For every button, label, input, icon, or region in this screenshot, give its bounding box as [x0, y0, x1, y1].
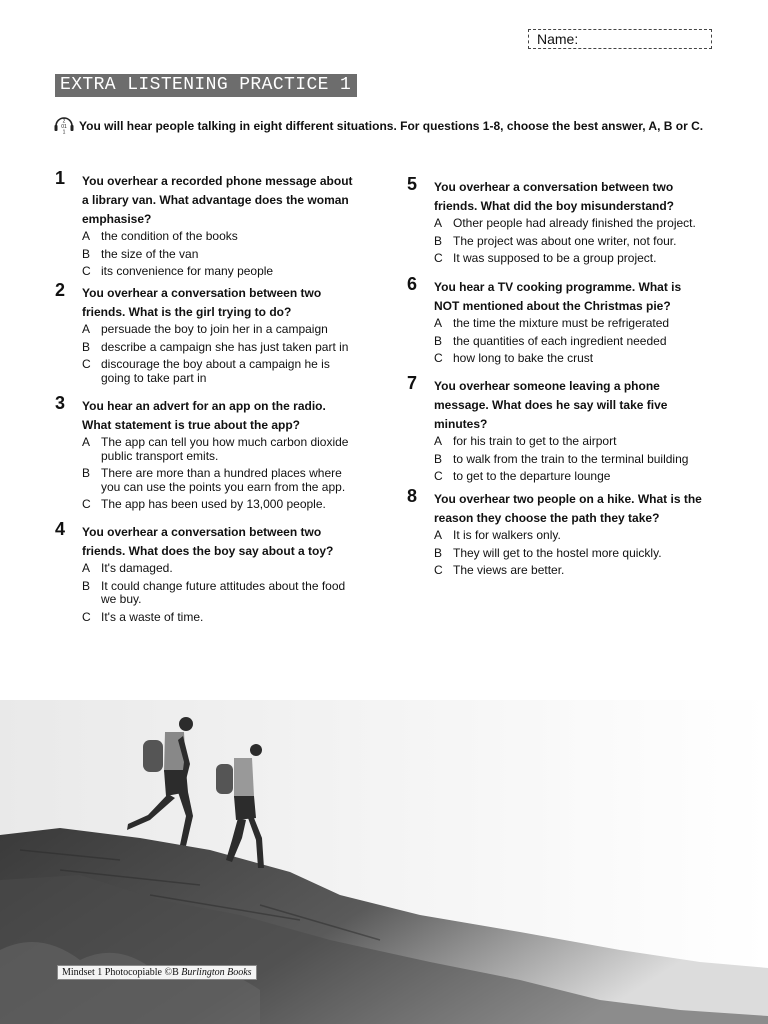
- answer-option[interactable]: [434, 217, 707, 231]
- option-text: The app can tell you how much carbon dioxide public transport emits.: [101, 435, 349, 463]
- instructions: You will hear people talking in eight different situations. For questions 1-8, choose the best answer, A, B or C.: [79, 119, 704, 133]
- option-letter: C: [434, 351, 443, 365]
- option-text: describe a campaign she has just taken part in: [101, 339, 349, 354]
- question-number: 7: [407, 373, 418, 393]
- option-text: discourage the boy about a campaign he is going to take part in: [101, 357, 330, 385]
- option-letter: B: [82, 466, 91, 480]
- answer-option[interactable]: [434, 352, 707, 366]
- option-letter: C: [82, 497, 91, 511]
- answer-option[interactable]: [434, 435, 707, 449]
- option-letter: B: [434, 451, 443, 466]
- question-text: You hear a TV cooking programme. What is NOT mentioned about the Christmas pie?: [434, 280, 682, 313]
- option-text: for his train to get to the airport: [453, 434, 617, 448]
- question-1: [55, 168, 355, 283]
- question-text: You overhear a recorded phone message about a library van. What advantage does the woman emphasise?: [82, 174, 353, 226]
- option-text: The project was about one writer, not four.: [453, 233, 677, 248]
- option-text: It's a waste of time.: [101, 609, 204, 624]
- answer-option[interactable]: [82, 341, 355, 355]
- option-letter: A: [434, 434, 443, 448]
- answer-option[interactable]: [82, 358, 355, 385]
- publisher-logo-mark: B: [172, 967, 179, 978]
- question-text: You overhear a conversation between two friends. What is the girl trying to do?: [82, 286, 322, 319]
- option-letter: C: [82, 264, 91, 278]
- option-text: There are more than a hundred places where you can use the points you earn from the app.: [101, 466, 346, 494]
- option-letter: B: [434, 233, 443, 248]
- option-text: It is for walkers only.: [453, 528, 561, 542]
- answer-option[interactable]: [434, 547, 707, 561]
- question-number: 3: [55, 393, 66, 413]
- option-letter: B: [82, 339, 91, 354]
- publisher-name: Burlington Books: [181, 967, 252, 978]
- answer-option[interactable]: [82, 611, 355, 625]
- question-text: You overhear two people on a hike. What is the reason they choose the path they take?: [434, 492, 702, 525]
- question-7: [407, 373, 707, 488]
- option-text: Other people had already finished the project.: [453, 216, 696, 230]
- question-5: [407, 174, 707, 270]
- answer-option[interactable]: [434, 317, 707, 331]
- answer-option[interactable]: [434, 453, 707, 467]
- option-letter: B: [434, 333, 443, 348]
- option-text: persuade the boy to join her in a campaign: [101, 322, 328, 336]
- question-3: [55, 393, 355, 516]
- svg-text:2: 2: [62, 118, 66, 125]
- option-letter: B: [434, 545, 443, 560]
- question-number: 1: [55, 168, 66, 188]
- question-text: You overhear a conversation between two friends. What did the boy misunderstand?: [434, 180, 675, 213]
- option-letter: A: [434, 316, 443, 330]
- answer-option[interactable]: [434, 252, 707, 266]
- option-letter: B: [82, 578, 91, 593]
- option-text: The views are better.: [453, 563, 565, 577]
- option-text: It's damaged.: [101, 561, 173, 575]
- answer-option[interactable]: [82, 562, 355, 576]
- question-4: [55, 519, 355, 628]
- question-number: 5: [407, 174, 418, 194]
- option-letter: C: [434, 469, 443, 483]
- question-number: 8: [407, 486, 418, 506]
- name-field[interactable]: [528, 29, 712, 49]
- answer-option[interactable]: [434, 235, 707, 249]
- option-letter: A: [82, 322, 91, 336]
- option-text: its convenience for many people: [101, 264, 274, 278]
- answer-option[interactable]: [82, 248, 355, 262]
- question-text: You overhear someone leaving a phone message. What does he say will take five minutes?: [434, 379, 668, 431]
- footer-credit: [57, 965, 257, 980]
- option-letter: C: [434, 251, 443, 265]
- question-number: 6: [407, 274, 418, 294]
- option-letter: B: [82, 246, 91, 261]
- option-text: to get to the departure lounge: [453, 469, 611, 483]
- answer-option[interactable]: [434, 564, 707, 578]
- option-letter: A: [82, 561, 91, 575]
- question-number: 2: [55, 280, 66, 300]
- answer-option[interactable]: [82, 436, 355, 463]
- option-letter: C: [82, 357, 91, 371]
- question-2: [55, 280, 355, 389]
- svg-text:1: 1: [62, 129, 66, 135]
- question-6: [407, 274, 707, 370]
- option-letter: A: [434, 528, 443, 542]
- page-title: EXTRA LISTENING PRACTICE 1: [55, 74, 357, 97]
- option-letter: A: [434, 216, 443, 230]
- option-text: the quantities of each ingredient needed: [453, 333, 667, 348]
- option-letter: C: [82, 609, 91, 624]
- option-text: how long to bake the crust: [453, 351, 594, 365]
- option-text: It could change future attitudes about the food we buy.: [101, 578, 346, 606]
- option-text: It was supposed to be a group project.: [453, 251, 657, 265]
- option-letter: C: [434, 563, 443, 577]
- answer-option[interactable]: [82, 467, 355, 494]
- footer-text: Mindset 1 Photocopiable ©: [62, 967, 173, 978]
- option-text: the time the mixture must be refrigerated: [453, 316, 670, 330]
- option-text: The app has been used by 13,000 people.: [101, 497, 326, 511]
- option-text: the size of the van: [101, 246, 199, 261]
- answer-option[interactable]: [434, 470, 707, 484]
- answer-option[interactable]: [82, 230, 355, 244]
- option-text: the condition of the books: [101, 229, 238, 243]
- name-label: Name:: [537, 31, 579, 47]
- question-text: You overhear a conversation between two friends. What does the boy say about a toy?: [82, 525, 334, 558]
- answer-option[interactable]: [434, 335, 707, 349]
- answer-option[interactable]: [82, 323, 355, 337]
- option-text: They will get to the hostel more quickly.: [453, 545, 662, 560]
- question-text: You hear an advert for an app on the radio. What statement is true about the app?: [82, 399, 326, 432]
- answer-option[interactable]: [82, 498, 355, 512]
- option-text: to walk from the train to the terminal building: [453, 451, 689, 466]
- answer-option[interactable]: [434, 529, 707, 543]
- answer-option[interactable]: [82, 265, 355, 279]
- question-number: 4: [55, 519, 66, 539]
- answer-option[interactable]: [82, 580, 355, 607]
- option-letter: A: [82, 435, 91, 449]
- svg-text:01: 01: [61, 124, 67, 130]
- option-letter: A: [82, 229, 91, 243]
- question-8: [407, 486, 707, 582]
